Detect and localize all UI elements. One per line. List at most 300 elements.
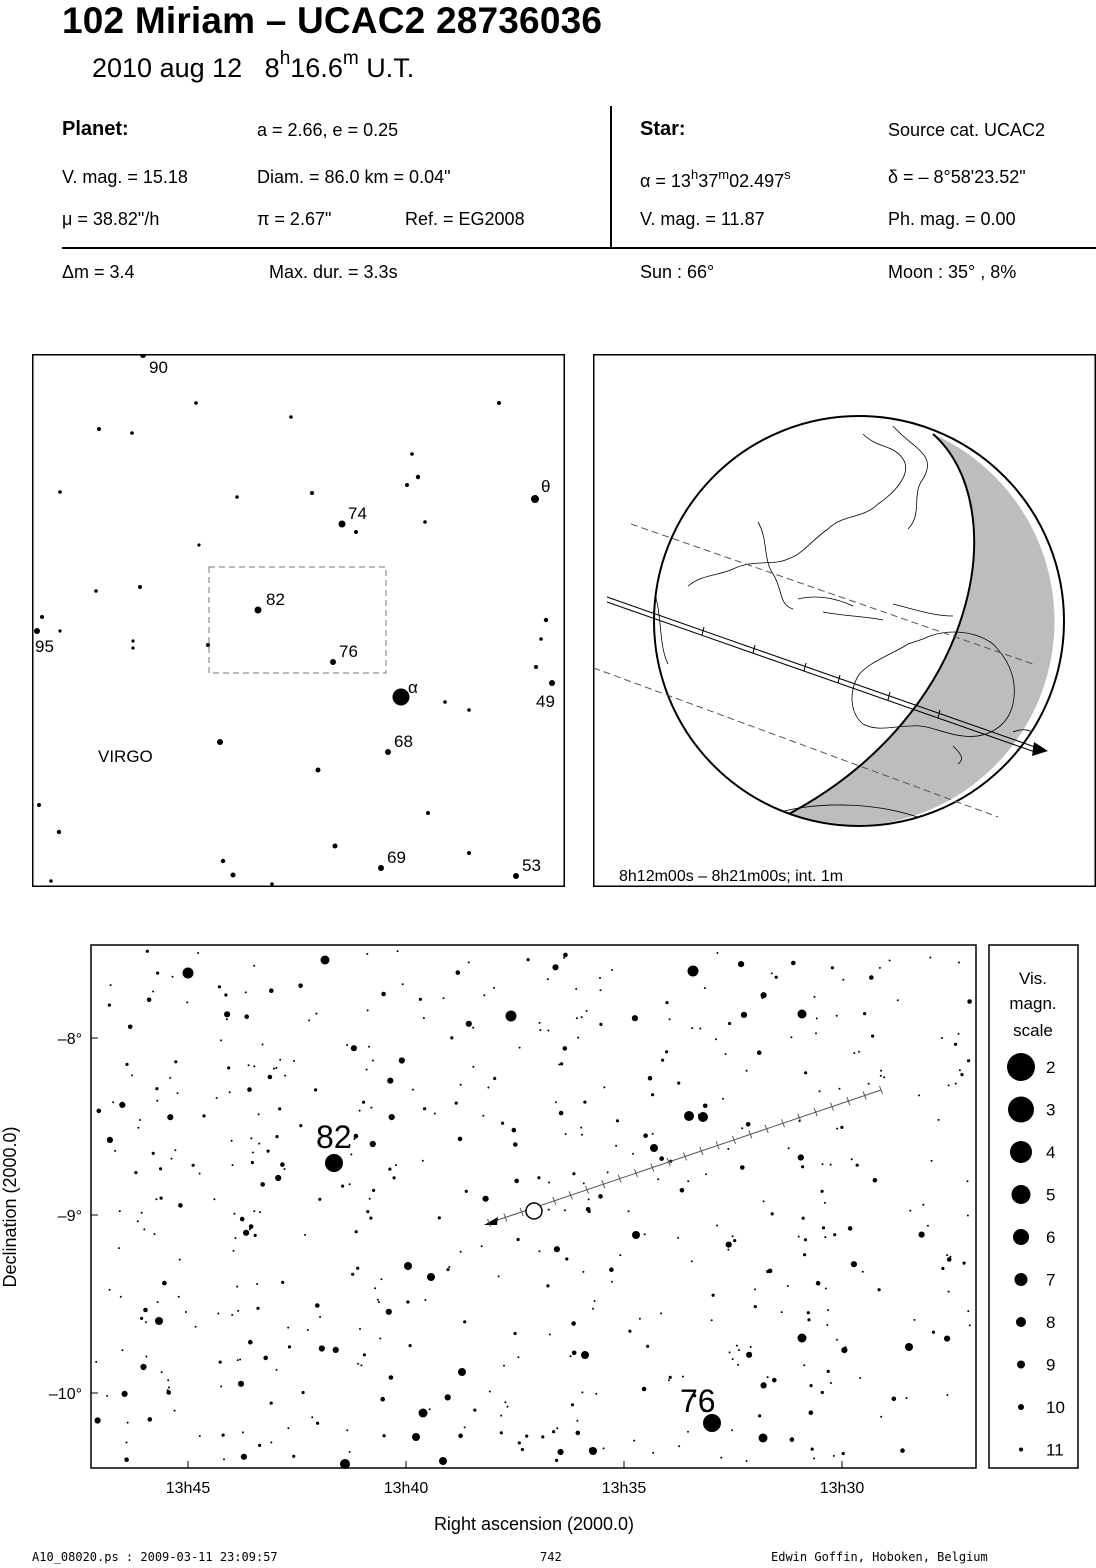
field-star bbox=[571, 1321, 576, 1326]
finder-chart bbox=[32, 354, 565, 887]
time-system: U.T. bbox=[366, 53, 415, 83]
field-star bbox=[763, 1200, 765, 1202]
field-star bbox=[237, 1359, 239, 1361]
field-star bbox=[848, 1226, 853, 1231]
field-star bbox=[254, 1234, 257, 1237]
field-star bbox=[766, 1270, 769, 1273]
field-star bbox=[615, 1145, 617, 1147]
field-star bbox=[880, 1075, 882, 1077]
field-star bbox=[517, 1238, 520, 1241]
field-star bbox=[434, 1113, 436, 1115]
field-star bbox=[197, 952, 199, 954]
field-star bbox=[616, 1119, 619, 1122]
finder-star bbox=[58, 629, 61, 632]
field-star bbox=[145, 1321, 147, 1323]
finder-label-68: 68 bbox=[394, 732, 413, 751]
field-star bbox=[716, 952, 718, 954]
finder-star bbox=[405, 483, 409, 487]
field-star bbox=[599, 977, 601, 979]
field-star bbox=[192, 1164, 195, 1167]
field-star bbox=[750, 1346, 752, 1348]
field-star bbox=[546, 1284, 549, 1287]
field-star bbox=[958, 962, 960, 964]
field-star bbox=[931, 1160, 933, 1162]
field-star bbox=[223, 1458, 225, 1460]
field-star bbox=[771, 1212, 774, 1215]
finder-star bbox=[544, 618, 548, 622]
field-star bbox=[460, 1251, 462, 1253]
finder-star-49 bbox=[549, 680, 555, 686]
field-star bbox=[171, 1158, 173, 1160]
legend-magnitude-label: 11 bbox=[1046, 1440, 1064, 1460]
event-time bbox=[92, 48, 414, 84]
field-star bbox=[360, 1364, 362, 1366]
legend-magnitude-label: 9 bbox=[1046, 1355, 1056, 1375]
field-star bbox=[243, 1230, 249, 1236]
legend-title-line: magn. bbox=[1009, 994, 1057, 1013]
field-star bbox=[439, 1457, 447, 1465]
field-star bbox=[518, 1441, 521, 1444]
field-star bbox=[595, 1393, 597, 1395]
field-star bbox=[680, 1188, 685, 1193]
field-star bbox=[571, 1403, 574, 1406]
field-star bbox=[448, 1266, 450, 1268]
star-right-ascension bbox=[640, 167, 791, 192]
field-star bbox=[315, 1013, 317, 1015]
field-star bbox=[219, 1361, 222, 1364]
field-star bbox=[178, 1203, 183, 1208]
field-star bbox=[563, 1046, 568, 1051]
field-star bbox=[853, 1052, 855, 1054]
field-star bbox=[954, 1043, 957, 1046]
field-star bbox=[583, 1182, 585, 1184]
star-vmag: V. mag. = 11.87 bbox=[640, 209, 765, 229]
finder-label-alpha: α bbox=[408, 678, 418, 697]
field-star bbox=[397, 950, 399, 952]
finder-star bbox=[37, 803, 41, 807]
field-star bbox=[114, 1150, 116, 1152]
field-star bbox=[712, 1294, 715, 1297]
field-star bbox=[139, 1119, 141, 1121]
field-star bbox=[772, 1378, 777, 1383]
field-star bbox=[632, 1015, 638, 1021]
field-star bbox=[871, 1035, 874, 1038]
field-star bbox=[576, 1017, 578, 1019]
field-star bbox=[741, 1012, 747, 1018]
field-star bbox=[412, 1089, 414, 1091]
field-star bbox=[958, 1033, 960, 1035]
field-star bbox=[639, 1318, 641, 1320]
field-star bbox=[346, 1044, 348, 1046]
field-star bbox=[704, 987, 706, 989]
ra-second-unit: s bbox=[784, 167, 791, 182]
field-star bbox=[740, 1165, 745, 1170]
field-star bbox=[256, 1283, 258, 1285]
field-star bbox=[761, 997, 763, 999]
field-star bbox=[423, 1107, 426, 1110]
field-star bbox=[761, 1382, 767, 1388]
field-star bbox=[603, 1086, 605, 1088]
field-star bbox=[554, 1246, 560, 1252]
field-star bbox=[172, 976, 174, 978]
field-star bbox=[500, 1415, 502, 1417]
field-star bbox=[906, 1397, 908, 1399]
legend-magnitude-dot bbox=[1008, 1097, 1034, 1123]
field-star bbox=[152, 1152, 155, 1155]
field-star bbox=[429, 1408, 431, 1410]
field-star bbox=[932, 1331, 935, 1334]
field-star bbox=[386, 1309, 392, 1315]
y-axis-label: Declination (2000.0) bbox=[0, 1126, 20, 1288]
field-star bbox=[559, 1111, 564, 1116]
field-star bbox=[106, 1395, 108, 1397]
x-axis-label: Right ascension (2000.0) bbox=[433, 1514, 635, 1534]
finder-star bbox=[130, 431, 134, 435]
finder-star bbox=[539, 637, 543, 641]
field-star bbox=[660, 1312, 662, 1314]
field-star bbox=[732, 1358, 734, 1360]
field-star bbox=[270, 1441, 272, 1443]
finder-star bbox=[316, 768, 321, 773]
field-star bbox=[661, 1059, 664, 1062]
field-star bbox=[607, 1171, 609, 1173]
field-star bbox=[741, 1127, 743, 1129]
field-star bbox=[268, 1075, 273, 1080]
field-star bbox=[368, 1046, 370, 1048]
field-star bbox=[131, 1074, 133, 1076]
ra-hour-unit: h bbox=[690, 167, 699, 182]
field-star bbox=[460, 1084, 462, 1086]
finder-star bbox=[423, 520, 427, 524]
field-star bbox=[570, 1355, 572, 1357]
field-star bbox=[836, 1339, 838, 1341]
field-star bbox=[422, 1160, 424, 1162]
event-hour: 8 bbox=[264, 53, 280, 83]
field-star bbox=[527, 958, 530, 961]
field-star bbox=[944, 1336, 950, 1342]
field-star bbox=[458, 1137, 463, 1142]
table-divider-vertical bbox=[610, 106, 612, 248]
field-star bbox=[705, 1173, 707, 1175]
field-star bbox=[572, 1351, 577, 1356]
field-star bbox=[366, 1069, 368, 1071]
field-star bbox=[826, 1324, 828, 1326]
field-star bbox=[781, 1311, 783, 1313]
field-star bbox=[346, 1429, 348, 1431]
finder-star bbox=[94, 589, 98, 593]
field-star bbox=[406, 1300, 409, 1303]
field-star bbox=[810, 1384, 813, 1387]
field-star bbox=[248, 1064, 250, 1066]
planet-header: Planet: bbox=[62, 118, 129, 140]
field-star bbox=[628, 1210, 630, 1212]
field-star bbox=[395, 1164, 397, 1166]
detail-chart bbox=[0, 940, 980, 1540]
field-star bbox=[279, 1059, 281, 1061]
field-star bbox=[260, 1182, 265, 1187]
field-star bbox=[651, 1093, 654, 1096]
field-star bbox=[803, 1364, 805, 1366]
field-star bbox=[281, 1281, 284, 1284]
field-star bbox=[249, 1228, 251, 1230]
field-star bbox=[354, 1138, 356, 1140]
finder-star-95 bbox=[34, 628, 40, 634]
occulted-star-marker bbox=[526, 1203, 542, 1219]
legend-magnitude-label: 8 bbox=[1046, 1313, 1056, 1332]
legend-magnitude-dot bbox=[1007, 1053, 1035, 1081]
field-star bbox=[501, 1122, 504, 1125]
field-star bbox=[389, 1375, 394, 1380]
field-star bbox=[791, 961, 796, 966]
field-star bbox=[929, 957, 931, 959]
field-star bbox=[458, 1434, 463, 1439]
field-star bbox=[319, 1316, 321, 1318]
x-tick-labels bbox=[166, 1480, 865, 1497]
field-star bbox=[473, 1409, 476, 1412]
field-star bbox=[790, 1437, 795, 1442]
field-star bbox=[822, 1226, 825, 1229]
magnitude-drop: Δm = 3.4 bbox=[62, 262, 135, 282]
finder-star bbox=[443, 700, 447, 704]
field-star bbox=[967, 999, 972, 1004]
field-star bbox=[841, 1347, 847, 1353]
field-star bbox=[399, 1057, 405, 1063]
field-star bbox=[754, 1288, 756, 1290]
field-star bbox=[514, 1179, 519, 1184]
field-star bbox=[798, 1334, 807, 1343]
field-star bbox=[483, 1196, 489, 1202]
field-star bbox=[539, 1029, 541, 1031]
field-star bbox=[146, 950, 149, 953]
field-star bbox=[555, 1459, 558, 1462]
field-star bbox=[632, 1231, 640, 1239]
field-star bbox=[580, 1127, 582, 1129]
field-star bbox=[229, 1091, 231, 1093]
star-header: Star: bbox=[640, 118, 686, 140]
finder-star-82 bbox=[255, 607, 262, 614]
field-star bbox=[137, 1220, 139, 1222]
field-star bbox=[628, 1330, 631, 1333]
field-star bbox=[247, 1087, 252, 1092]
field-star bbox=[284, 1168, 286, 1170]
field-star bbox=[177, 1092, 179, 1094]
field-star bbox=[757, 1050, 762, 1055]
field-star bbox=[678, 1445, 680, 1447]
legend-magnitude-dot bbox=[1012, 1185, 1031, 1204]
field-star bbox=[759, 1434, 768, 1443]
field-star bbox=[669, 1376, 672, 1379]
field-star bbox=[819, 1090, 821, 1092]
field-star bbox=[830, 1164, 832, 1166]
field-star bbox=[698, 1112, 708, 1122]
field-star bbox=[388, 1168, 391, 1171]
field-star bbox=[381, 992, 386, 997]
field-star bbox=[226, 1018, 228, 1020]
field-star bbox=[463, 1320, 466, 1323]
field-star bbox=[372, 1060, 374, 1062]
field-star bbox=[125, 1063, 128, 1066]
field-star bbox=[119, 1102, 125, 1108]
field-star bbox=[380, 1397, 385, 1402]
field-star bbox=[728, 1022, 731, 1025]
field-star bbox=[147, 998, 152, 1003]
field-star bbox=[839, 1088, 841, 1090]
field-star bbox=[242, 1431, 244, 1433]
field-star bbox=[603, 1447, 605, 1449]
ra-seconds: 02.497 bbox=[729, 171, 785, 191]
field-star bbox=[258, 1113, 260, 1115]
field-star bbox=[946, 1254, 948, 1256]
field-star bbox=[715, 1038, 717, 1040]
field-star bbox=[537, 1176, 540, 1179]
field-star bbox=[174, 1149, 176, 1151]
field-star bbox=[195, 1326, 197, 1328]
field-star bbox=[581, 1391, 583, 1393]
field-star bbox=[576, 1431, 581, 1436]
field-star bbox=[349, 1183, 351, 1185]
field-star bbox=[722, 1098, 724, 1100]
field-star bbox=[419, 1409, 428, 1418]
field-star bbox=[548, 1209, 550, 1211]
field-star bbox=[665, 1001, 668, 1004]
field-star bbox=[380, 1278, 382, 1280]
field-star bbox=[256, 1307, 259, 1310]
field-star bbox=[280, 1162, 285, 1167]
field-star bbox=[514, 1332, 517, 1335]
field-star bbox=[95, 1361, 97, 1363]
field-star bbox=[969, 1324, 971, 1326]
field-star bbox=[316, 1422, 319, 1425]
finder-star bbox=[138, 585, 142, 589]
asteroid-path-arrowhead bbox=[484, 1217, 498, 1225]
field-star bbox=[302, 1391, 305, 1394]
field-star bbox=[646, 1345, 649, 1348]
field-star bbox=[232, 1164, 234, 1166]
field-star bbox=[611, 969, 613, 971]
field-star bbox=[185, 1311, 187, 1313]
field-star bbox=[167, 1114, 173, 1120]
field-star bbox=[341, 1185, 344, 1188]
field-star bbox=[648, 1076, 653, 1081]
field-star bbox=[576, 1420, 578, 1422]
planet-reference: Ref. = EG2008 bbox=[405, 209, 525, 229]
field-star bbox=[880, 1416, 882, 1418]
field-star bbox=[389, 1114, 395, 1120]
max-duration: Max. dur. = 3.3s bbox=[269, 262, 398, 282]
field-star bbox=[798, 1154, 804, 1160]
field-star bbox=[288, 1345, 291, 1348]
finder-star bbox=[57, 830, 61, 834]
finder-star bbox=[221, 859, 225, 863]
star-label-76: 76 bbox=[680, 1383, 716, 1419]
field-star bbox=[918, 1094, 920, 1096]
field-star bbox=[482, 1115, 484, 1117]
field-star bbox=[227, 1066, 230, 1069]
field-star bbox=[366, 953, 368, 955]
field-star bbox=[245, 991, 247, 993]
field-star bbox=[880, 1070, 882, 1072]
field-star bbox=[155, 1198, 157, 1200]
field-star bbox=[507, 1406, 509, 1408]
field-star bbox=[732, 1235, 734, 1237]
field-star bbox=[155, 1317, 163, 1325]
field-star bbox=[803, 1253, 806, 1256]
table-divider-horizontal bbox=[62, 247, 1096, 249]
field-star bbox=[824, 1236, 826, 1238]
field-star bbox=[293, 1060, 295, 1062]
field-star bbox=[547, 1030, 549, 1032]
field-star bbox=[815, 1032, 817, 1034]
field-star bbox=[259, 1211, 261, 1213]
field-star bbox=[140, 1364, 146, 1370]
field-star bbox=[110, 984, 112, 986]
field-star bbox=[525, 1435, 528, 1438]
field-star bbox=[589, 1447, 597, 1455]
field-star bbox=[941, 1037, 943, 1039]
field-star bbox=[633, 1440, 635, 1442]
field-star bbox=[738, 1349, 740, 1351]
shadow-path-arrowhead bbox=[1032, 742, 1048, 756]
field-star bbox=[224, 1011, 230, 1017]
field-star bbox=[97, 1109, 102, 1114]
field-star bbox=[669, 1018, 671, 1020]
field-star bbox=[220, 1386, 222, 1388]
field-star bbox=[711, 1319, 713, 1321]
field-star bbox=[160, 1197, 163, 1200]
field-star bbox=[938, 1119, 940, 1121]
field-star bbox=[234, 1237, 236, 1239]
field-star bbox=[825, 1288, 827, 1290]
field-star bbox=[387, 1078, 393, 1084]
field-star bbox=[275, 1067, 277, 1069]
field-star bbox=[565, 1257, 568, 1260]
field-star bbox=[354, 1134, 359, 1139]
finder-label-76: 76 bbox=[339, 642, 358, 661]
finder-star bbox=[97, 427, 101, 431]
field-star bbox=[224, 993, 227, 996]
field-star bbox=[581, 1016, 583, 1018]
field-star bbox=[369, 1198, 371, 1200]
finder-star bbox=[194, 401, 198, 405]
field-star bbox=[941, 1267, 944, 1270]
field-star bbox=[493, 987, 495, 989]
y-tick-label: –10° bbox=[48, 1386, 82, 1403]
field-star bbox=[883, 1076, 885, 1078]
field-star bbox=[556, 1427, 558, 1429]
x-tick-label: 13h45 bbox=[165, 1480, 211, 1497]
field-star bbox=[412, 1433, 420, 1441]
field-star bbox=[821, 1391, 824, 1394]
legend-magnitude-label: 3 bbox=[1046, 1100, 1056, 1120]
field-star bbox=[842, 979, 844, 981]
field-star bbox=[156, 972, 159, 975]
field-star bbox=[216, 1097, 218, 1099]
field-star bbox=[179, 1259, 181, 1261]
field-star bbox=[746, 1460, 748, 1462]
field-star bbox=[240, 1217, 245, 1222]
field-star bbox=[959, 1069, 961, 1071]
field-star bbox=[967, 1059, 970, 1062]
field-star bbox=[468, 961, 470, 963]
field-star bbox=[836, 1015, 838, 1017]
field-star bbox=[564, 1209, 566, 1211]
field-star bbox=[472, 1066, 474, 1068]
field-star bbox=[404, 1262, 412, 1270]
event-date: 2010 aug 12 bbox=[92, 53, 243, 83]
field-star bbox=[270, 1402, 273, 1405]
field-star bbox=[304, 1234, 306, 1236]
field-star bbox=[563, 953, 568, 958]
